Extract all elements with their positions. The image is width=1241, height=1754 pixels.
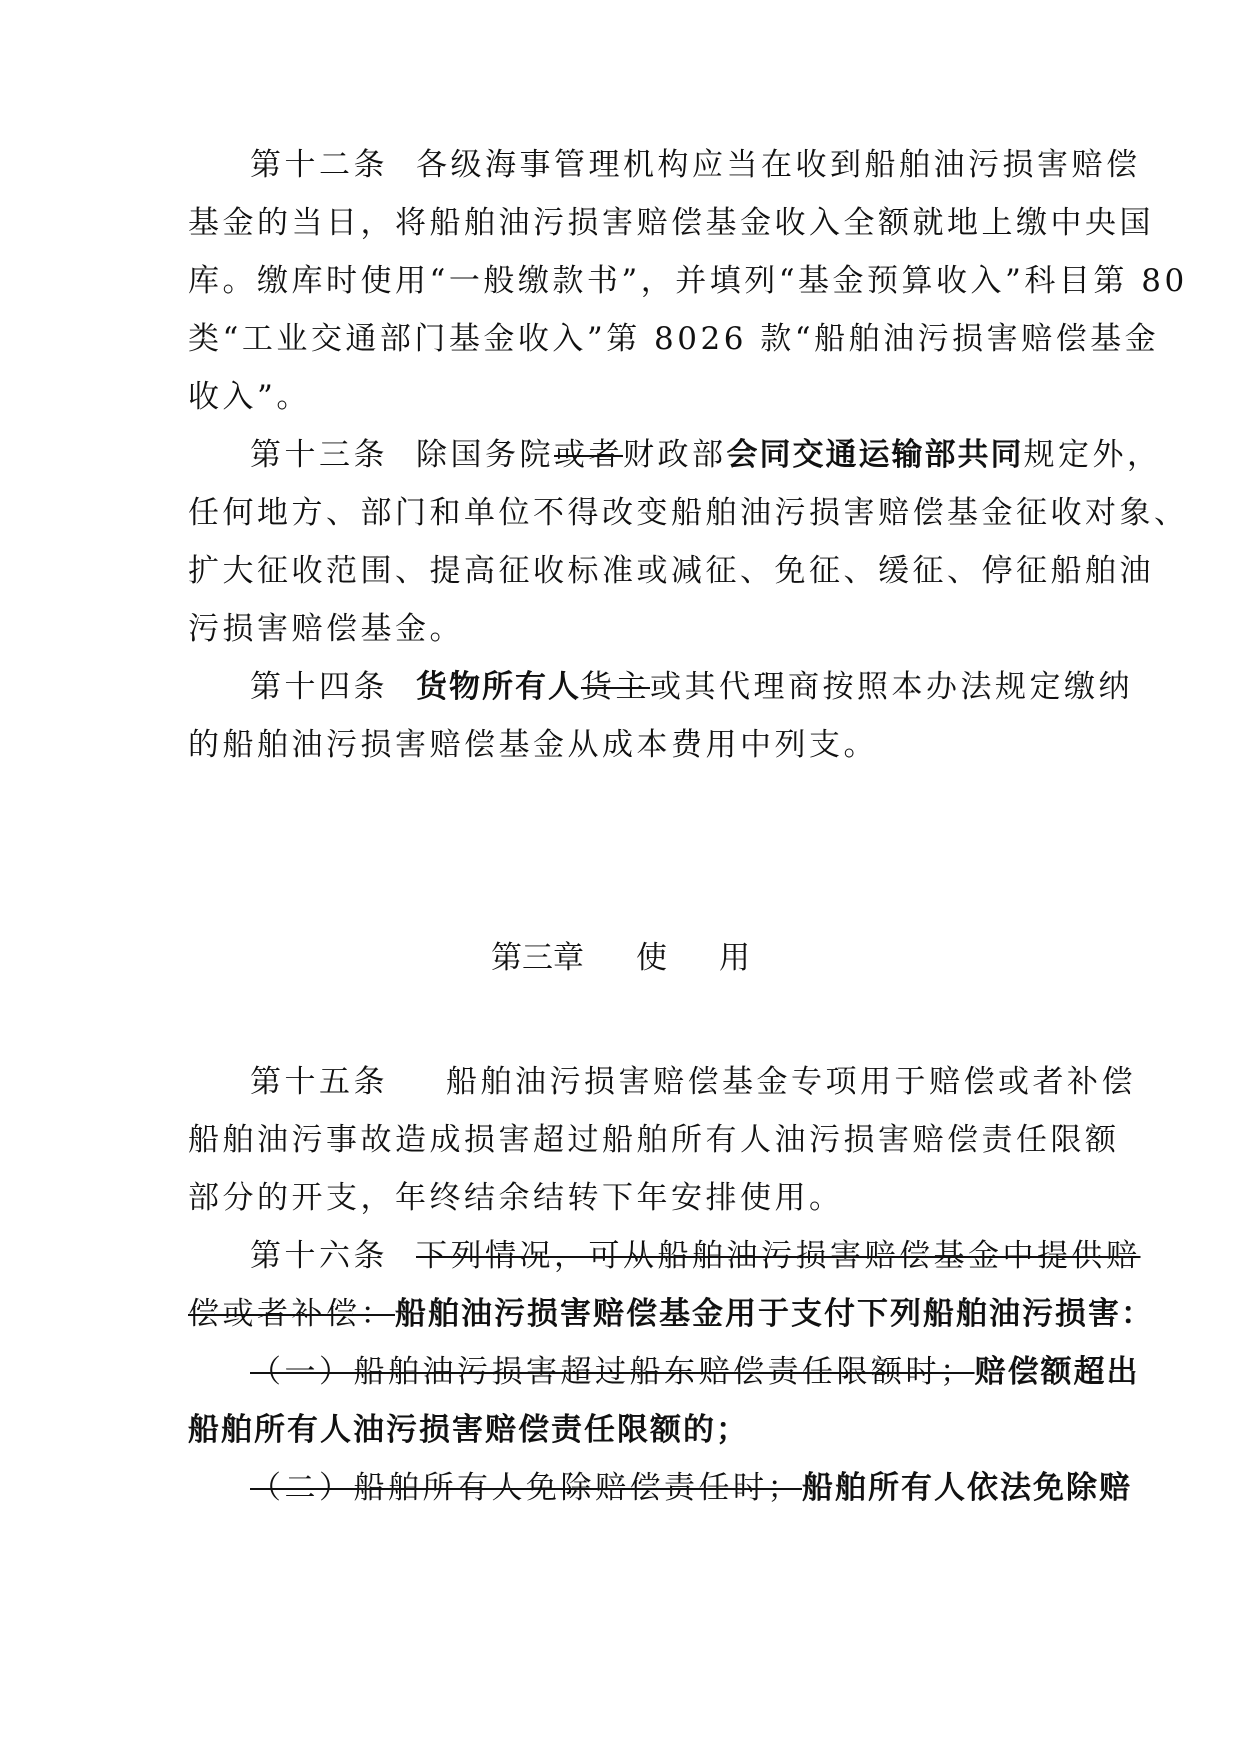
article-13-line-1: 第十三条 除国务院或者财政部会同交通运输部共同规定外， [250, 437, 1162, 473]
deleted-text: 或者 [554, 437, 623, 473]
article-13-line-3: 扩大征收范围、提高征收标准或减征、免征、缓征、停征船舶油 [188, 553, 1154, 589]
article-12-line-2: 基金的当日，将船舶油污损害赔偿基金收入全额就地上缴中央国 [188, 205, 1154, 241]
inserted-text: 船舶油污损害赔偿基金用于支付下列船舶油污损害： [395, 1296, 1154, 1332]
article-16-item-2-line-1 [250, 1468, 1132, 1508]
article-16-line-2 [188, 1294, 1154, 1334]
article-14-line-1: 第十四条 货物所有人货主或其代理商按照本办法规定缴纳 [250, 669, 1133, 705]
inserted-text: 船舶所有人油污损害赔偿责任限额的； [188, 1412, 749, 1448]
deleted-text: 偿或者补偿： [188, 1296, 395, 1332]
article-12-line-3: 库。缴库时使用“一般缴款书”，并填列“基金预算收入”科目第 80 [188, 263, 1188, 299]
article-16-line-1 [250, 1236, 1141, 1276]
inserted-text: 船舶所有人依法免除赔 [802, 1470, 1132, 1506]
article-15-number: 第十五条 [250, 1064, 388, 1100]
article-12-line-4: 类“工业交通部门基金收入”第 8026 款“船舶油污损害赔偿基金 [188, 321, 1160, 357]
article-14-number: 第十四条 [250, 669, 388, 705]
article-15-line-3: 部分的开支，年终结余结转下年安排使用。 [188, 1180, 844, 1216]
article-12-number: 第十二条 [250, 147, 388, 183]
inserted-text: 货物所有人 [416, 669, 581, 705]
deleted-text: 下列情况，可从船舶油污损害赔偿基金中提供赔 [416, 1238, 1141, 1274]
article-13-line-4: 污损害赔偿基金。 [188, 611, 464, 647]
article-15-line-1: 第十五条 船舶油污损害赔偿基金专项用于赔偿或者补偿 [250, 1064, 1136, 1100]
deleted-text: （一）船舶油污损害超过船东赔偿责任限额时； [250, 1354, 975, 1390]
article-16-number: 第十六条 [250, 1238, 388, 1274]
article-16-item-1-line-2 [188, 1410, 749, 1450]
deleted-text: （二）船舶所有人免除赔偿责任时； [250, 1470, 802, 1506]
article-13-number: 第十三条 [250, 437, 388, 473]
article-16-item-1-line-1 [250, 1352, 1140, 1392]
article-12-line-5: 收入”。 [188, 379, 311, 415]
article-15-line-2: 船舶油污事故造成损害超过船舶所有人油污损害赔偿责任限额 [188, 1122, 1120, 1158]
article-13-line-2: 任何地方、部门和单位不得改变船舶油污损害赔偿基金征收对象、 [188, 495, 1189, 531]
inserted-text: 会同交通运输部共同 [726, 437, 1024, 473]
article-12-line-1: 第十二条 各级海事管理机构应当在收到船舶油污损害赔偿 [250, 147, 1141, 183]
inserted-text: 赔偿额超出 [974, 1354, 1140, 1390]
article-14-line-2: 的船舶油污损害赔偿基金从成本费用中列支。 [188, 727, 878, 763]
deleted-text: 货主 [581, 669, 650, 705]
chapter-heading: 第三章 使 用 [491, 940, 750, 976]
